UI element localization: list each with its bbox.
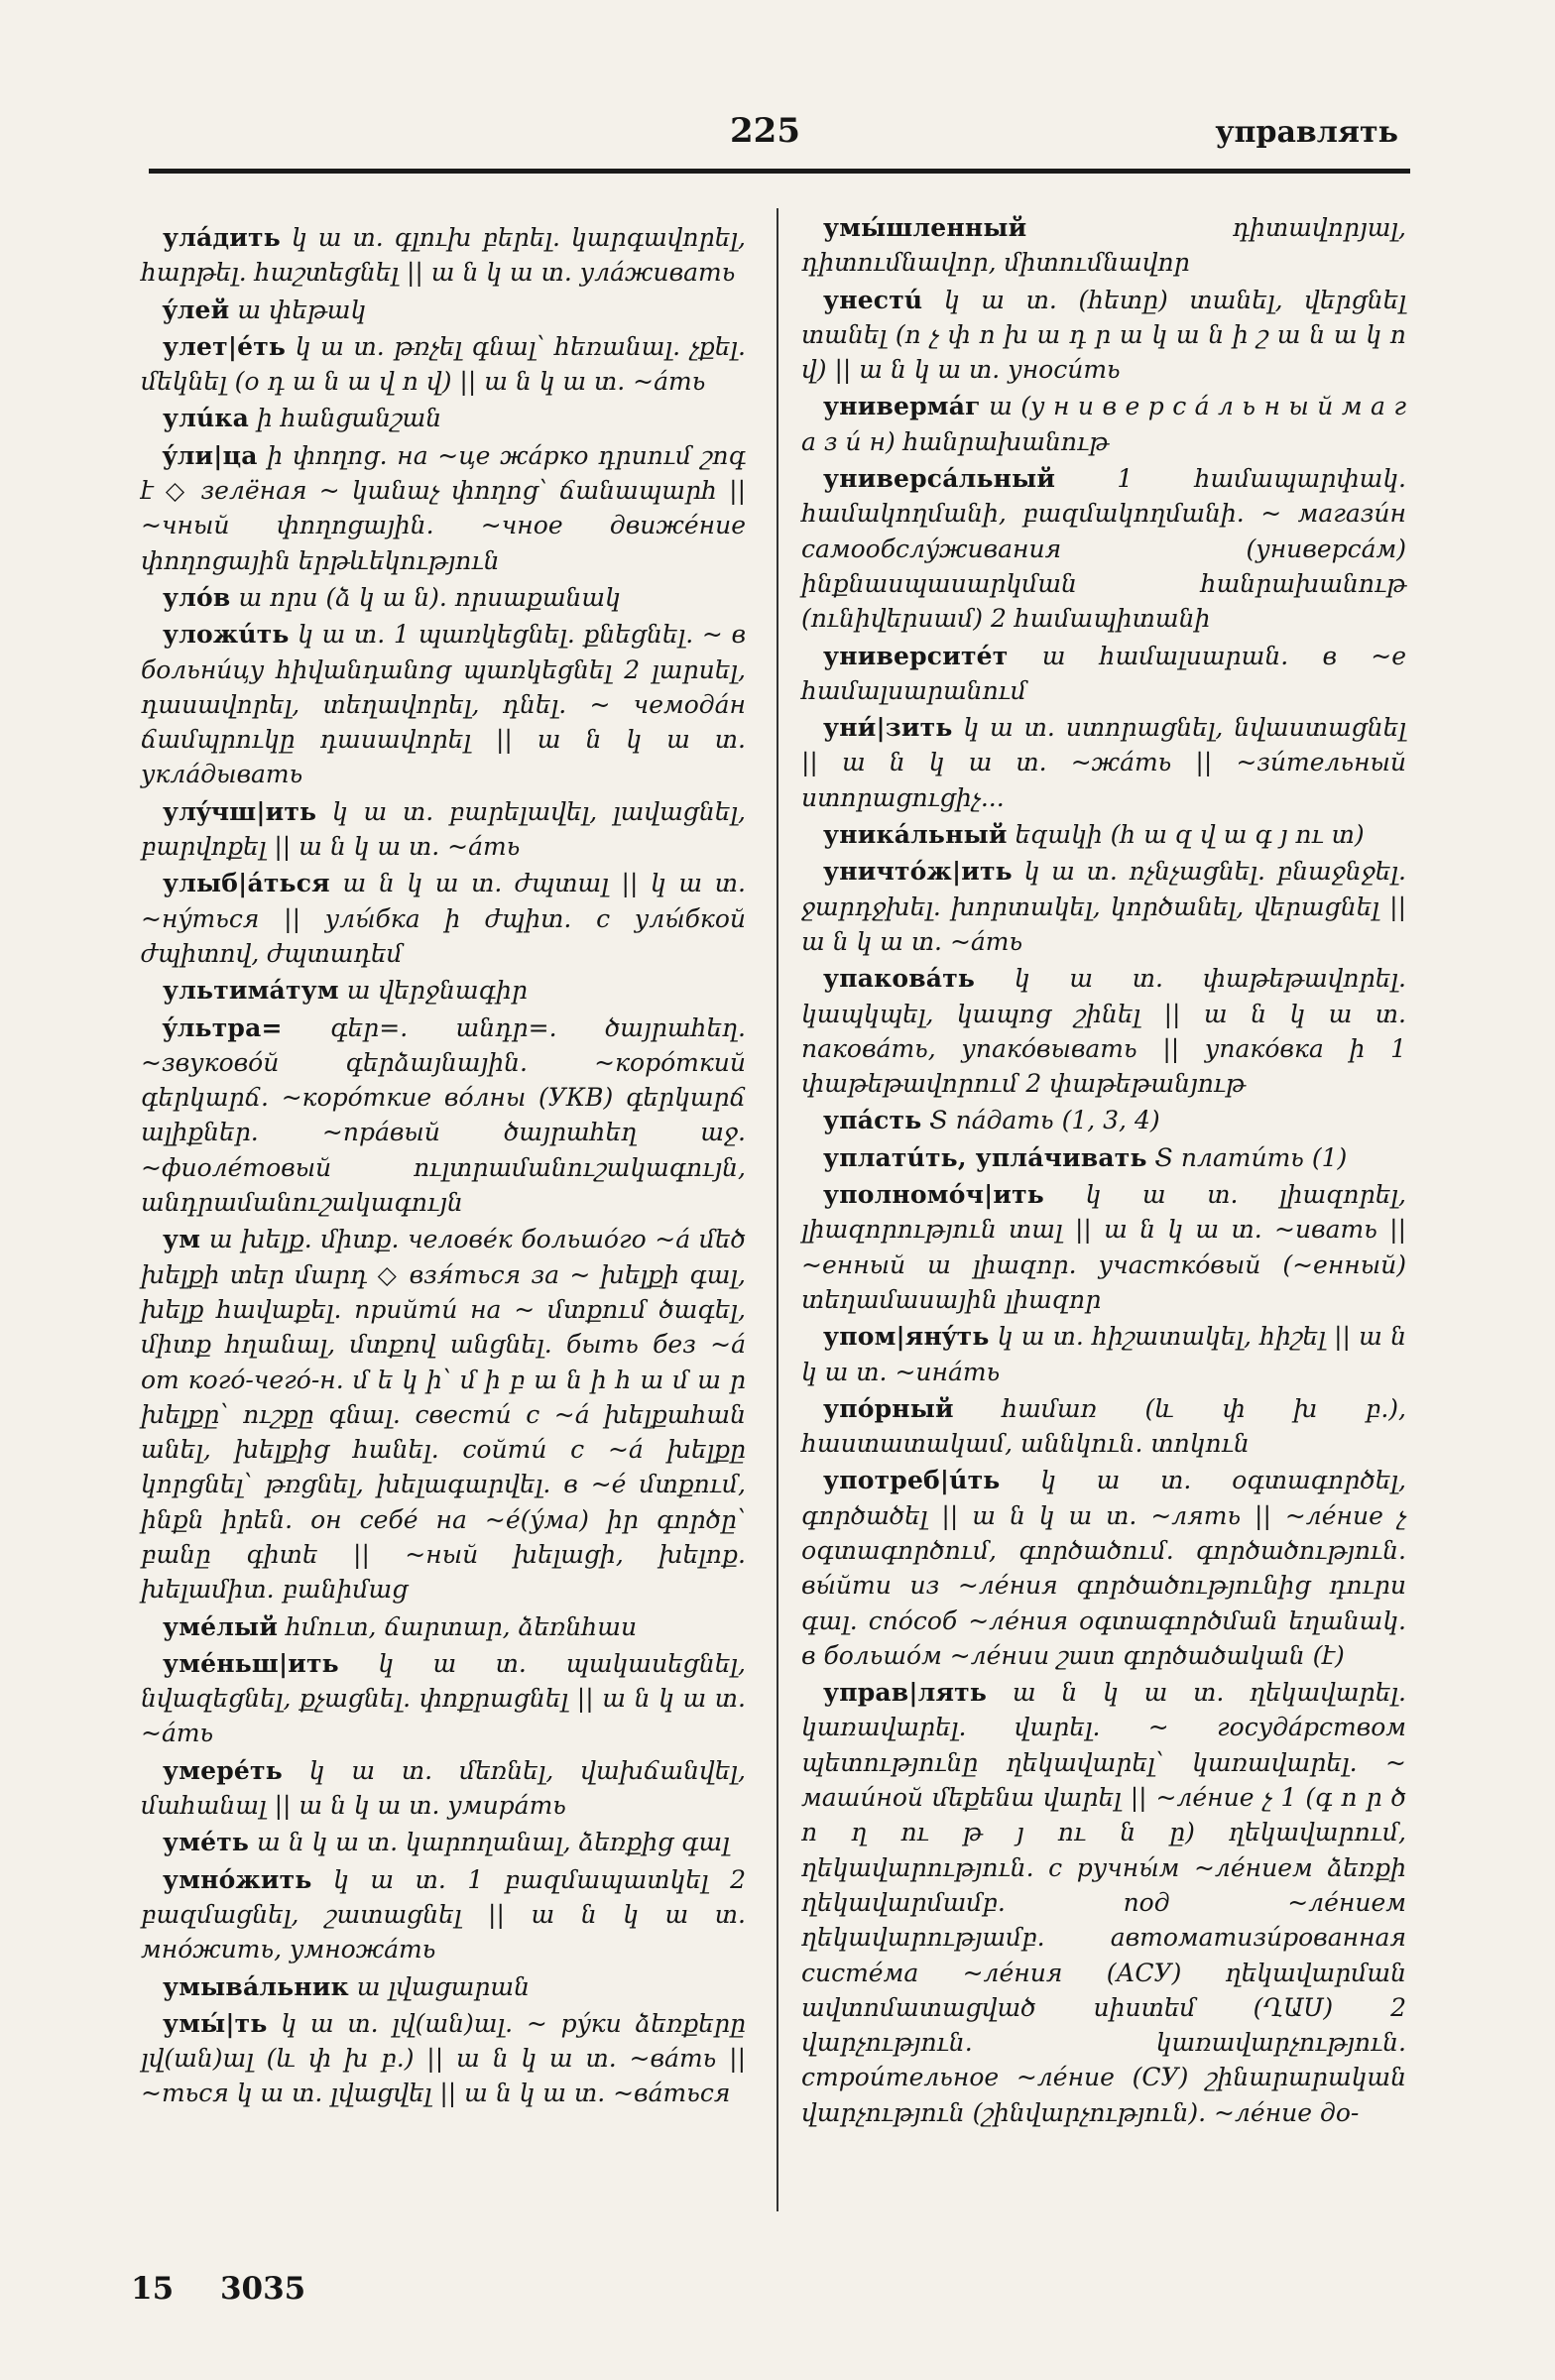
dictionary-entry: [801, 1140, 1406, 1175]
entry-headword: умерéть: [163, 1755, 283, 1785]
dictionary-entry: [141, 1222, 746, 1606]
dictionary-entry: [801, 210, 1406, 281]
entry-definition: Տ пáдать (1, 3, 4): [929, 1106, 1160, 1135]
dictionary-entry: [801, 1391, 1406, 1462]
entry-definition: ա ն կ ա տ. կարողանալ, ձեռքից գալ: [257, 1828, 730, 1857]
entry-definition: ա վերջնագիր: [346, 976, 528, 1006]
entry-headword: улáдить: [163, 223, 281, 252]
entry-headword: уложúть: [163, 620, 290, 650]
entry-definition: կ ա տ. բարելավել, լավացնել, բարվոքել || ա ն կ ա տ. ~áть: [141, 796, 747, 862]
dictionary-entry: [141, 1862, 746, 1967]
entry-headword: университéт: [823, 641, 1009, 670]
entry-headword: уникáльный: [823, 820, 1008, 850]
entry-headword: уничтóж|ить: [823, 857, 1013, 887]
entry-headword: умнóжить: [163, 1864, 312, 1894]
entry-definition: եզակի (հ ա զ վ ա գ յ ու տ): [1015, 820, 1365, 850]
entry-headword: ум: [163, 1225, 201, 1254]
right-column: [801, 210, 1406, 2132]
entry-headword: улет|éть: [163, 331, 287, 361]
entry-headword: универсáльный: [823, 464, 1056, 494]
entry-definition: ա (у н и в е р с á л ь н ы й м а г а з и́ н) հանրախանութ: [801, 392, 1407, 456]
dictionary-entry: [801, 639, 1406, 709]
entry-headword: ýлей: [163, 295, 230, 324]
entry-definition: կ ա տ. գլուխ բերել. կարգավորել, հարթել. հաշտեցնել || ա ն կ ա տ. улáживать: [141, 223, 747, 288]
dictionary-entry: [801, 710, 1406, 815]
entry-definition: կ ա տ. օգտագործել, գործածել || ա ն կ ա տ. ~лять || ~лéние չ օգտագործում, գործածում. գործածություն. вы́йти из ~лéния գործածությունից դուրս գալ. спóсоб ~лéния օգտագործման եղանակ. в большóм ~лéнии շատ գործածական (է): [801, 1466, 1406, 1670]
dictionary-entry: [141, 220, 746, 291]
entry-definition: ա լվացարան: [356, 1971, 531, 2001]
entry-definition: կ ա տ. փաթեթավորել. կապկպել, կապոց շինել || ա ն կ ա տ. паковáть, упакóвывать || упакóвка ի 1 փաթեթավորում 2 փաթեթանյութ: [801, 964, 1406, 1099]
entry-definition: համառ (և փ խ բ.), հաստատակամ, աննկուն. տոկուն: [801, 1393, 1406, 1459]
entry-definition: կ ա տ. մեռնել, վախճանվել, մահանալ || ա ն կ ա տ. умирáть: [141, 1755, 746, 1821]
dictionary-entry: [801, 461, 1406, 636]
entry-definition: ի հանցանշան: [257, 404, 442, 433]
dictionary-entry: [141, 1609, 746, 1644]
dictionary-entry: [801, 1319, 1406, 1389]
column-divider: [777, 208, 778, 2211]
entry-headword: умéлый: [163, 1611, 279, 1641]
entry-definition: ա համալսարան. в ~е համալսարանում: [801, 641, 1406, 705]
dictionary-entry: [141, 401, 746, 435]
entry-headword: улóв: [163, 582, 231, 612]
entry-definition: Տ платúть (1): [1154, 1142, 1348, 1172]
entry-definition: կ ա տ. 1 պառկեցնել. քնեցնել. ~ в больнúцу հիվանդանոց պառկեցնել 2 լարսել, դասավորել, տեղավորել, դնել. ~ чемодáн ճամպրուկը դասավորել || ա ն կ ա տ. уклáдывать: [141, 620, 746, 789]
dictionary-entry: [141, 1969, 746, 2004]
entry-headword: уплатúть, уплáчивать: [823, 1142, 1147, 1172]
entry-definition: կ ա տ. (հետը) տանել, վերցնել տանել (ո չ փ ո խ ա դ ր ա կ ա ն ի շ ա ն ա կ ո վ) || ա ն կ ա տ. уносúть: [801, 285, 1406, 385]
entry-definition: կ ա տ. ոչնչացնել. բնաջնջել. ջարդջխել. խորտակել, կործանել, վերացնել || ա ն կ ա տ. ~áть: [801, 857, 1407, 956]
entry-headword: упаковáть: [823, 964, 976, 994]
left-column: [141, 220, 746, 2113]
dictionary-entry: [141, 1011, 746, 1221]
entry-headword: ýли|ца: [163, 440, 258, 470]
entry-definition: գեր=. անդր=. ծայրահեղ. ~звуковóй գերձայնային. ~корóткий գերկարճ. ~корóткие вóлны (УКВ) գերկարճ ալիքներ. ~прáвый ծայրահեղ աջ. ~фиолéтовый ուլտրամանուշակագույն, անդրամանուշակագույն: [141, 1012, 747, 1218]
entry-definition: 1 համապարփակ. համակողմանի, բազմակողմանի. ~ магазúн самообслýживания (универсáм) ինքնասպասարկման հանրախանութ (ունիվերսամ) 2 համապիտանի: [801, 464, 1406, 634]
entry-headword: умéньш|ить: [163, 1648, 339, 1678]
entry-definition: կ ա տ. թռչել գնալ՝ հեռանալ. չքել. մեկնել (օ դ ա ն ա վ ո վ) || ա ն կ ա տ. ~áть: [141, 331, 746, 397]
entry-definition: հմուտ, ճարտար, ձեռնհաս: [286, 1611, 638, 1641]
entry-headword: уни́|зить: [823, 713, 953, 743]
entry-headword: умы́|ть: [163, 2008, 268, 2038]
entry-definition: դիտավորյալ, դիտումնավոր, միտումնավոր: [801, 213, 1406, 278]
dictionary-entry: [801, 283, 1406, 388]
dictionary-entry: [141, 866, 746, 971]
entry-headword: улыб|áться: [163, 869, 330, 898]
entry-headword: улýчш|ить: [163, 796, 317, 826]
entry-headword: умы́шленный: [823, 213, 1027, 242]
dictionary-entry: [141, 794, 746, 865]
entry-definition: ա ն կ ա տ. ղեկավարել. կառավարել. վարել. ~ госудáрством պետությունը ղեկավարել՝ կառավարել. ~ машúной մեքենա վարել || ~лéние չ 1 (գ ո ր ծ ո ղ ու թ յ ու ն ը) ղեկավարում, ղեկավարություն. с ручны́м ~лéнием ձեռքի ղեկավարմամբ. под ~лéнием ղեկավարությամբ. автоматизúрованная систéма ~лéния (АСУ) ղեկավարման ավտոմատացված սիստեմ (ՂԱՍ) 2 վարչություն. կառավարչություն. строúтельное ~лéние (СУ) շինարարական վարչություն (շինվարչություն). ~лéние до-: [801, 1678, 1406, 2127]
dictionary-entry: [801, 854, 1406, 959]
entry-definition: կ ա տ. հիշատակել, հիշել || ա ն կ ա տ. ~инáть: [801, 1322, 1406, 1386]
entry-headword: умывáльник: [163, 1971, 349, 2001]
entry-headword: употреб|úть: [823, 1466, 1001, 1495]
dictionary-entry: [141, 973, 746, 1008]
dictionary-entry: [801, 1103, 1406, 1137]
dictionary-entry: [801, 817, 1406, 852]
entry-definition: ա խելք. միտք. человéк большóго ~á մեծ խելքի տեր մարդ ◇ взя́ться за ~ խելքի գալ, խելք հավաքել. прийтú на ~ մտքում ծագել, միտք հղանալ, մտքով անցնել. быть без ~á от когó-чегó-н. մ ե կ ի՝ մ ի բ ա ն ի հ ա մ ա ր խելքը՝ ուշքը գնալ. свестú с ~á խելքահան անել, խելքից հանել. сойтú с ~á խելքը կորցնել՝ թռցնել, խելագարվել. в ~é մտքում, ինքն իրեն. он себé на ~é(ýма) իր գործը՝ բանը գիտե || ~ный խելացի, խելոք. խելամիտ. բանիմաց: [141, 1225, 746, 1605]
page-footer: [131, 2271, 341, 2307]
entry-headword: универмáг: [823, 392, 981, 421]
dictionary-entry: [141, 580, 746, 615]
dictionary-entry: [141, 1753, 746, 1824]
dictionary-entry: [801, 389, 1406, 459]
dictionary-entry: [141, 617, 746, 791]
entry-headword: унестú: [823, 285, 923, 314]
footer-signature: 15: [131, 2271, 175, 2307]
entry-headword: умéть: [163, 1828, 250, 1857]
dictionary-entry: [801, 961, 1406, 1101]
dictionary-entry: [801, 1177, 1406, 1317]
entry-definition: կ ա տ. պակասեցնել, նվազեցնել, քչացնել. փոքրացնել || ա ն կ ա տ. ~áть: [141, 1648, 746, 1748]
entry-definition: կ ա տ. լվ(ան)ալ. ~ рýки ձեռքերը լվ(ան)ալ (և փ խ բ.) || ա ն կ ա տ. ~вáть || ~ться կ ա տ. լվացվել || ա ն կ ա տ. ~вáться: [141, 2008, 746, 2108]
header-rule: [149, 169, 1410, 174]
entry-definition: կ ա տ. 1 բազմապատկել 2 բազմացնել, շատացնել || ա ն կ ա տ. мнóжить, умножáть: [141, 1864, 746, 1964]
dictionary-entry: [141, 2006, 746, 2111]
entry-definition: ա ն կ ա տ. ժպտալ || կ ա տ. ~нýться || улы́бка ի ժպիտ. с улы́бкой ժպիտով, ժպտադեմ: [141, 869, 746, 968]
running-head: управлять: [1215, 115, 1398, 150]
dictionary-entry: [801, 1675, 1406, 2130]
dictionary-entry: [141, 293, 746, 327]
entry-headword: упом|янýть: [823, 1322, 990, 1352]
footer-sheet-code: 3035: [219, 2271, 306, 2307]
entry-definition: կ ա տ. լիազորել, լիազորություն տալ || ա ն կ ա տ. ~ивать || ~енный ա լիազոր. участкóвый (~енный) տեղամասային լիազոր: [801, 1180, 1406, 1314]
entry-definition: ա փեթակ: [237, 295, 367, 324]
dictionary-entry: [141, 438, 746, 578]
dictionary-entry: [141, 1825, 746, 1859]
page-number: 225: [730, 111, 800, 151]
entry-headword: упóрный: [823, 1393, 954, 1423]
dictionary-entry: [141, 329, 746, 400]
entry-headword: управ|лять: [823, 1678, 988, 1708]
dictionary-entry: [141, 1646, 746, 1751]
entry-headword: ýльтра=: [163, 1012, 283, 1042]
entry-definition: կ ա տ. ստորացնել, նվաստացնել || ա ն կ ա տ. ~жáть || ~зúтельный ստորացուցիչ...: [801, 713, 1406, 812]
entry-headword: улúка: [163, 404, 250, 433]
dictionary-entry: [801, 1463, 1406, 1673]
entry-headword: ультимáтум: [163, 976, 339, 1006]
entry-headword: уполномóч|ить: [823, 1180, 1044, 1210]
entry-headword: упáсть: [823, 1106, 922, 1135]
entry-definition: ի փողոց. на ~це жáрко դրսում շոգ է ◇ зелёная ~ կանաչ փողոց՝ ճանապարհ || ~чный փողոցային. ~чное движéние փողոցային երթևեկություն: [141, 440, 746, 575]
entry-definition: ա որս (ձ կ ա ն). որսաքանակ: [238, 582, 621, 612]
page-header: [0, 0, 1555, 174]
